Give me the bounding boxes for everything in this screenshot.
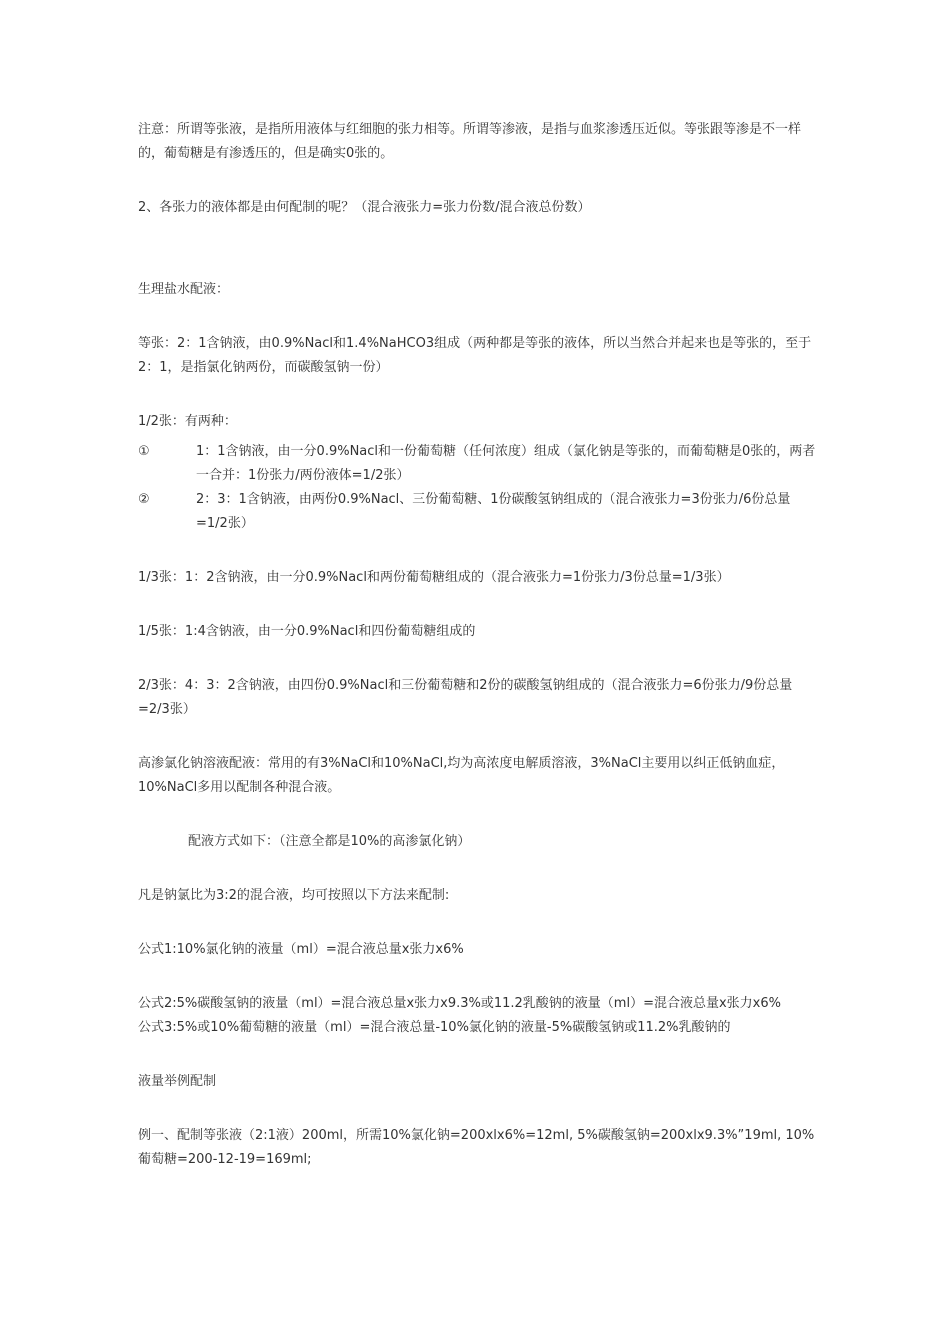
method-paragraph: 配液方式如下：（注意全都是10%的高渗氯化钠） <box>188 834 471 849</box>
list-marker: ① <box>138 444 150 459</box>
example-1: 例一、配制等张液（2:1液）200ml，所需10%氯化钠=200xlx6%=12ml, 5%碳酸氢钠=200xlx9.3%”19ml, 10%葡萄糖=200-12-19=169ml; <box>138 1128 815 1167</box>
ratio-paragraph: 凡是钠氯比为3:2的混合液，均可按照以下方法来配制: <box>138 888 450 903</box>
list-item-text: 2：3：1含钠液，由两份0.9%Nacl、三份葡萄糖、1份碳酸氢钠组成的（混合液张力=3份张力/6份总量=1/2张） <box>196 492 791 531</box>
half-tonic-item-1 <box>138 440 818 488</box>
formula-2: 公式2:5%碳酸氢钠的液量（ml）=混合液总量x张力x9.3%或11.2乳酸钠的液量（ml）=混合液总量x张力x6% <box>138 996 781 1011</box>
third-tonic-paragraph: 1/3张：1：2含钠液，由一分0.9%Nacl和两份葡萄糖组成的（混合液张力=1份张力/3份总量=1/3张） <box>138 570 730 585</box>
document-body <box>138 118 818 1172</box>
saline-heading: 生理盐水配液： <box>138 282 230 297</box>
example-heading: 液量举例配制 <box>138 1074 217 1089</box>
list-marker: ② <box>138 492 150 507</box>
two-thirds-tonic-paragraph: 2/3张：4：3：2含钠液，由四份0.9%Nacl和三份葡萄糖和2份的碳酸氢钠组成的（混合液张力=6份张力/9份总量=2/3张） <box>138 678 793 717</box>
list-item-text: 1：1含钠液，由一分0.9%Nacl和一份葡萄糖（任何浓度）组成（氯化钠是等张的，而葡萄糖是0张的，两者一合并：1份张力/两份液体=1/2张） <box>196 444 816 483</box>
half-tonic-item-2 <box>138 488 818 536</box>
isotonic-paragraph: 等张：2：1含钠液，由0.9%Nacl和1.4%NaHCO3组成（两种都是等张的液体，所以当然合并起来也是等张的，至于2：1，是指氯化钠两份，而碳酸氢钠一份） <box>138 336 812 375</box>
formula-1: 公式1:10%氯化钠的液量（ml）=混合液总量x张力x6% <box>138 942 464 957</box>
hypertonic-paragraph: 高渗氯化钠溶液配液：常用的有3%NaCl和10%NaCl,均为高浓度电解质溶液，3%NaCl主要用以纠正低钠血症，10%NaCl多用以配制各种混合液。 <box>138 756 785 795</box>
question-2: 2、各张力的液体都是由何配制的呢？（混合液张力=张力份数/混合液总份数） <box>138 200 591 215</box>
half-tonic-heading: 1/2张：有两种： <box>138 414 237 429</box>
fifth-tonic-paragraph: 1/5张：1:4含钠液，由一分0.9%Nacl和四份葡萄糖组成的 <box>138 624 476 639</box>
note-paragraph: 注意：所谓等张液，是指所用液体与红细胞的张力相等。所谓等渗液，是指与血浆渗透压近似。等张跟等渗是不一样的，葡萄糖是有渗透压的，但是确实0张的。 <box>138 122 802 161</box>
formula-3: 公式3:5%或10%葡萄糖的液量（ml）=混合液总量-10%氯化钠的液量-5%碳酸氢钠或11.2%乳酸钠的 <box>138 1020 731 1035</box>
